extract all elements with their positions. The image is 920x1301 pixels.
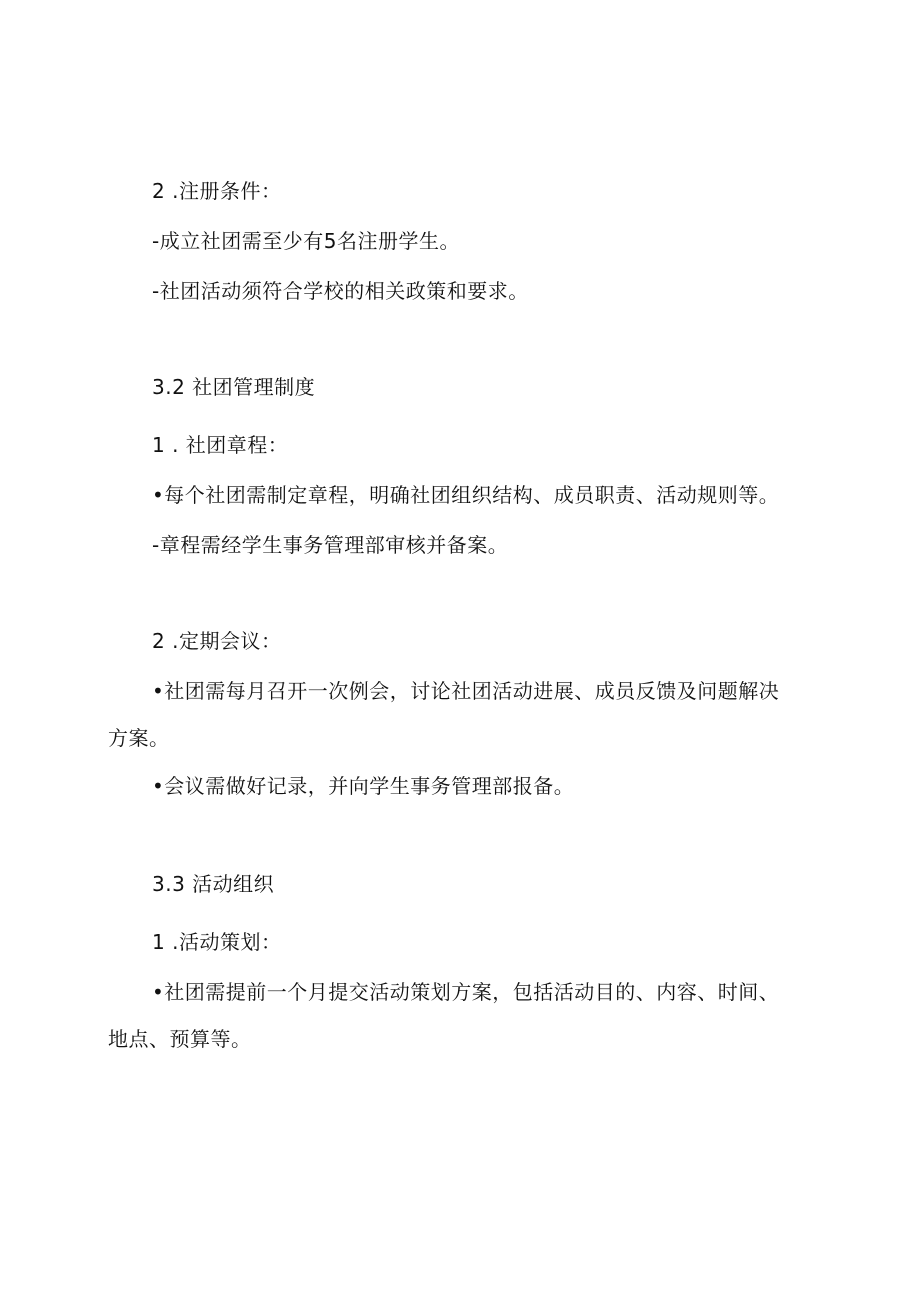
activity-planning-heading: 1 .活动策划： — [152, 930, 282, 954]
regular-meeting-heading: 2 .定期会议： — [152, 629, 282, 653]
registration-condition-item: -成立社团需至少有5名注册学生。 — [152, 229, 460, 253]
meeting-item: •社团需每月召开一次例会，讨论社团活动进展、成员反馈及问题解决 — [152, 679, 780, 703]
charter-item: •每个社团需制定章程，明确社团组织结构、成员职责、活动规则等。 — [152, 483, 780, 507]
charter-heading: 1 . 社团章程： — [152, 433, 289, 457]
section-heading-3-2: 3.2 社团管理制度 — [152, 375, 316, 399]
section-heading-3-3: 3.3 活动组织 — [152, 872, 275, 896]
meeting-item-continuation: 方案。 — [108, 726, 170, 750]
activity-planning-item: •社团需提前一个月提交活动策划方案，包括活动目的、内容、时间、 — [152, 980, 780, 1004]
charter-item: -章程需经学生事务管理部审核并备案。 — [152, 533, 509, 557]
activity-planning-item-continuation: 地点、预算等。 — [108, 1027, 252, 1051]
meeting-item: •会议需做好记录，并向学生事务管理部报备。 — [152, 774, 575, 798]
registration-condition-item: -社团活动须符合学校的相关政策和要求。 — [152, 279, 529, 303]
registration-conditions-heading: 2 .注册条件： — [152, 179, 282, 203]
